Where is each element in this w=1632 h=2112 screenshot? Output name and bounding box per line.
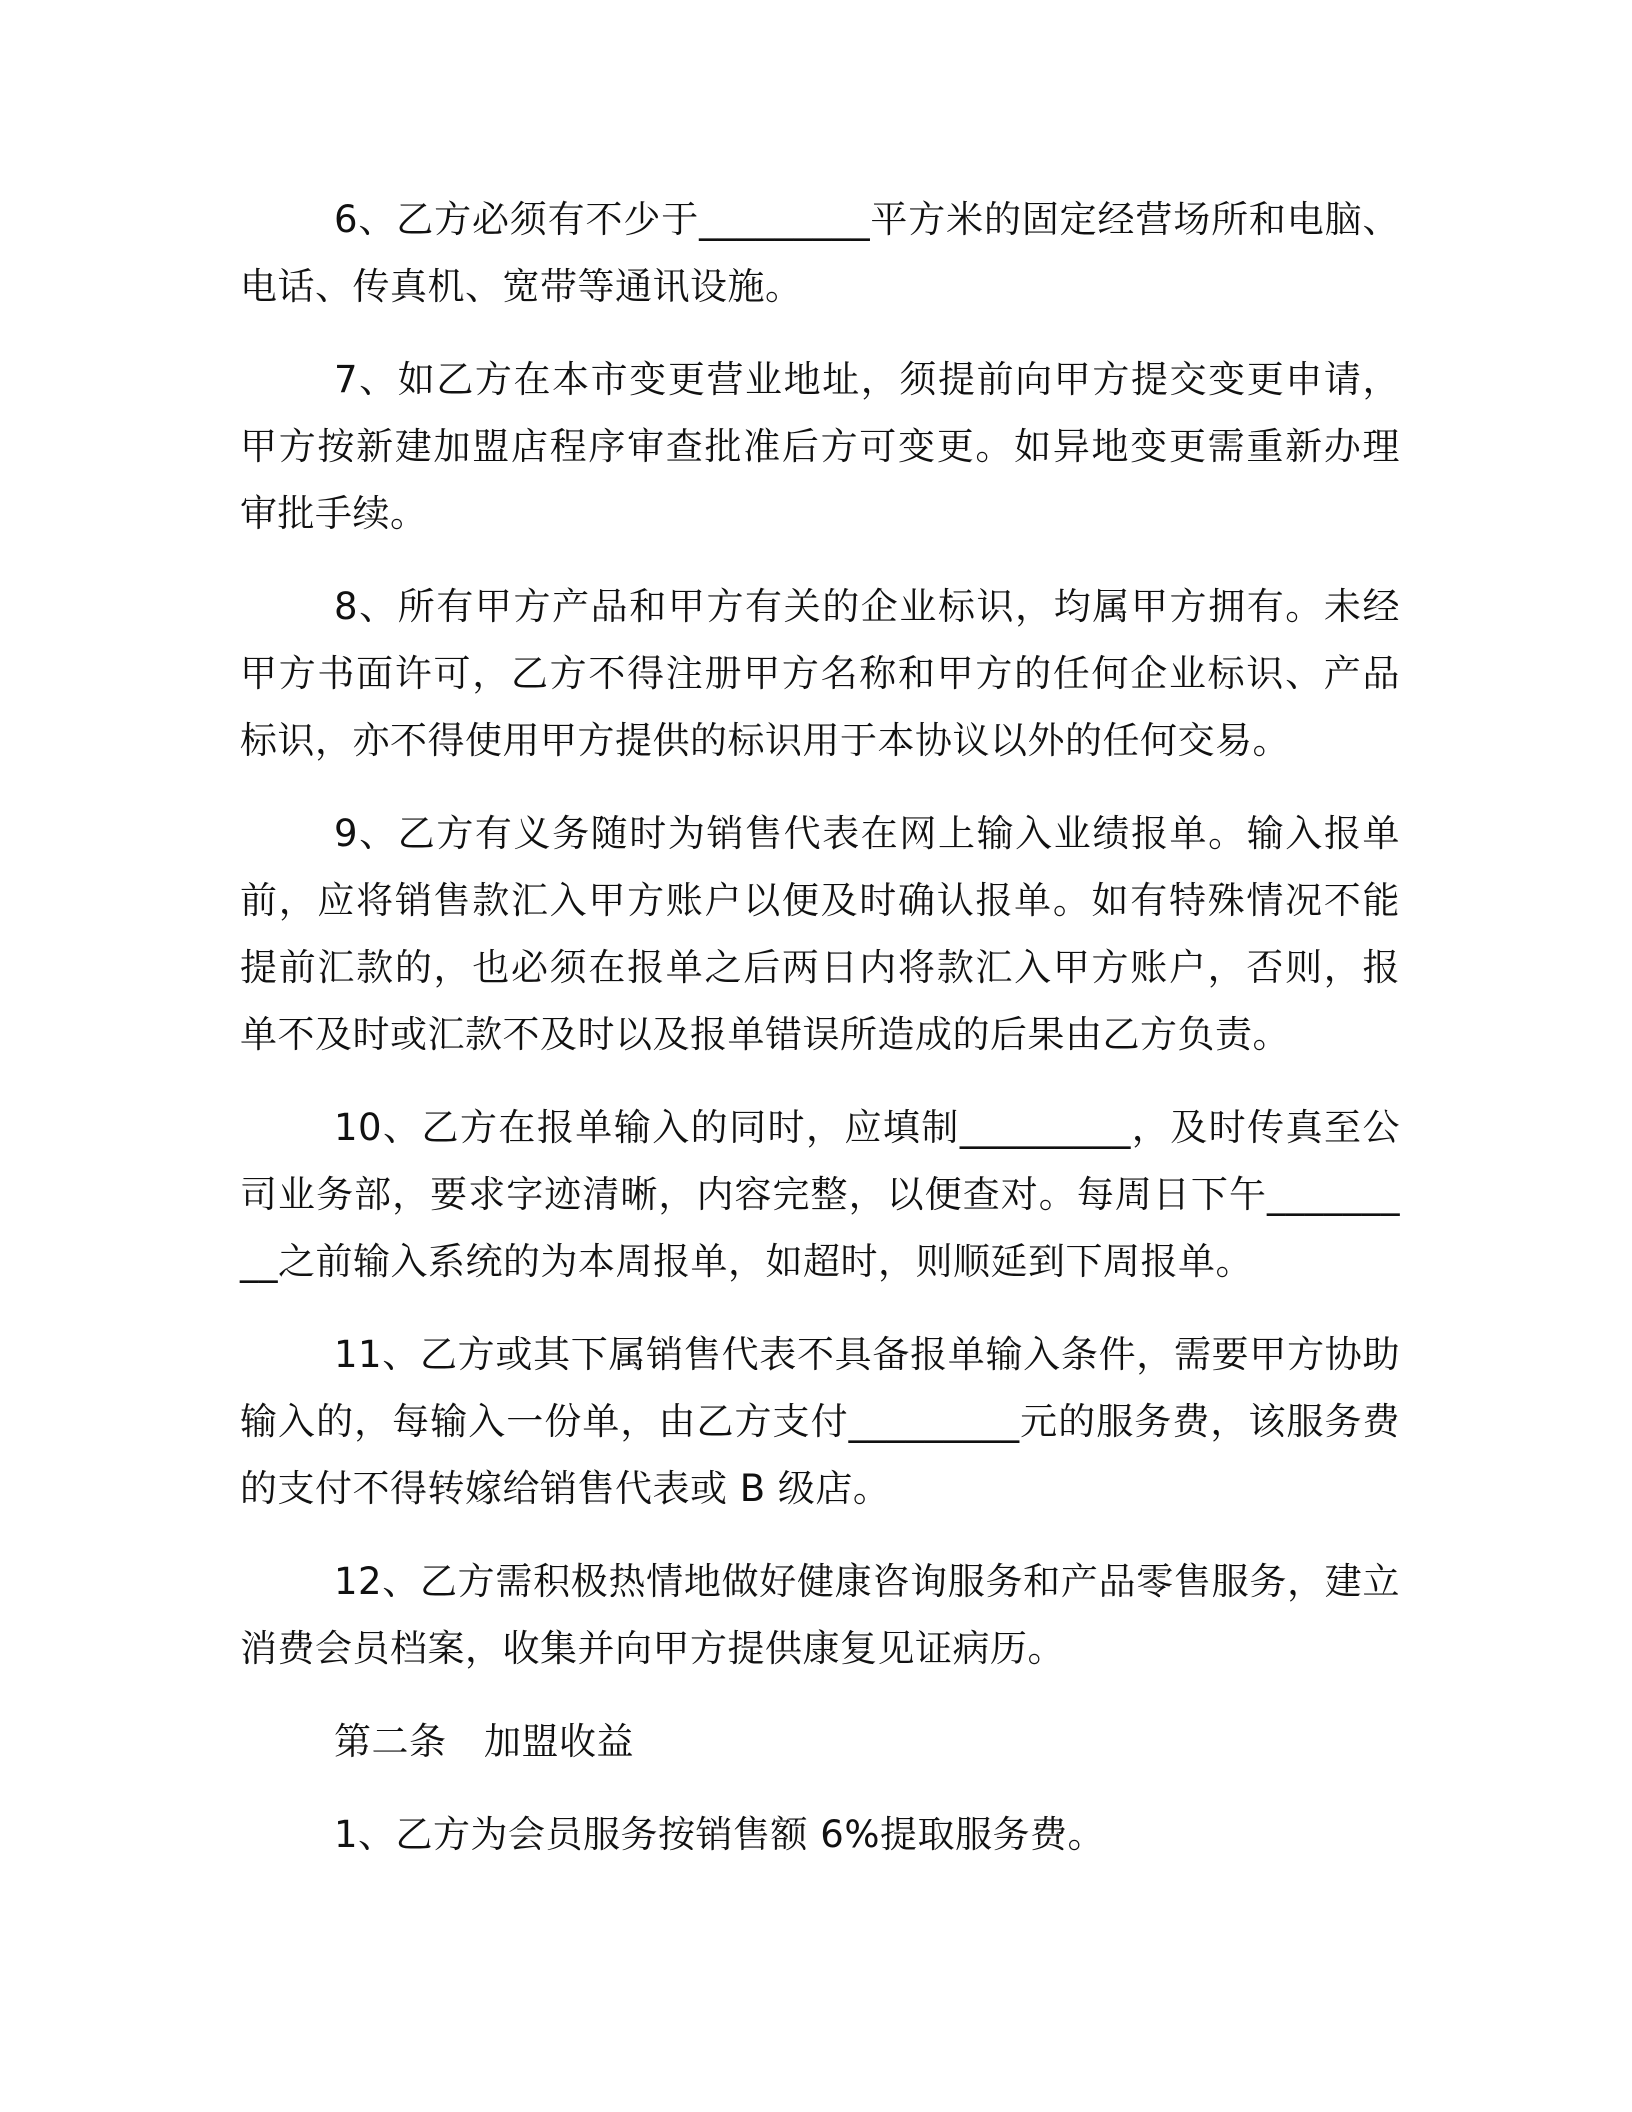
document-body bbox=[240, 186, 1400, 1894]
clause-10-text-b: ，及时传真至公司业务部，要求字迹清晰，内容完整，以便查对。每周日下午 bbox=[240, 1106, 1400, 1216]
clause-12 bbox=[240, 1548, 1400, 1682]
clause-11-blank-fee: _________ bbox=[848, 1400, 1020, 1443]
clause-10-blank-time: _________ bbox=[240, 1173, 1400, 1283]
clause-6-text-b: 平方米的固定经营场所和电脑、电话、传真机、宽带等通讯设施。 bbox=[240, 198, 1400, 308]
clause-11 bbox=[240, 1321, 1400, 1522]
clause-9-text: 9、乙方有义务随时为销售代表在网上输入业绩报单。输入报单前，应将销售款汇入甲方账户以便及时确认报单。如有特殊情况不能提前汇款的，也必须在报单之后两日内将款汇入甲方账户，否则，报单不及时或汇款不及时以及报单错误所造成的后果由乙方负责。 bbox=[240, 812, 1400, 1056]
clause-12-text: 12、乙方需积极热情地做好健康咨询服务和产品零售服务，建立消费会员档案，收集并向甲方提供康复见证病历。 bbox=[240, 1560, 1400, 1670]
clause-9 bbox=[240, 800, 1400, 1068]
clause-11-text-a: 11、乙方或其下属销售代表不具备报单输入条件，需要甲方协助输入的，每输入一份单，由乙方支付 bbox=[240, 1333, 1400, 1443]
clause-10-text-c: 之前输入系统的为本周报单，如超时，则顺延到下周报单。 bbox=[278, 1240, 1253, 1283]
clause-11-text-b: 元的服务费，该服务费的支付不得转嫁给销售代表或 B 级店。 bbox=[240, 1400, 1401, 1510]
clause-8 bbox=[240, 573, 1400, 774]
clause-10-blank-form: _________ bbox=[959, 1106, 1131, 1149]
article-2-heading bbox=[240, 1708, 1400, 1775]
clause-7 bbox=[240, 346, 1400, 547]
article-2-clause-1 bbox=[240, 1801, 1400, 1868]
clause-10 bbox=[240, 1094, 1400, 1295]
article-2-title: 第二条 加盟收益 bbox=[334, 1720, 634, 1763]
article-2-clause-1-text: 1、乙方为会员服务按销售额 6%提取服务费。 bbox=[334, 1813, 1105, 1856]
clause-8-text: 8、所有甲方产品和甲方有关的企业标识，均属甲方拥有。未经甲方书面许可，乙方不得注册甲方名称和甲方的任何企业标识、产品标识，亦不得使用甲方提供的标识用于本协议以外的任何交易。 bbox=[240, 585, 1400, 762]
clause-6-text-a: 6、乙方必须有不少于 bbox=[334, 198, 700, 241]
clause-6-blank: _________ bbox=[699, 198, 871, 241]
clause-7-text: 7、如乙方在本市变更营业地址，须提前向甲方提交变更申请，甲方按新建加盟店程序审查批准后方可变更。如异地变更需重新办理审批手续。 bbox=[240, 358, 1400, 535]
clause-6 bbox=[240, 186, 1400, 320]
clause-10-text-a: 10、乙方在报单输入的同时，应填制 bbox=[334, 1106, 960, 1149]
